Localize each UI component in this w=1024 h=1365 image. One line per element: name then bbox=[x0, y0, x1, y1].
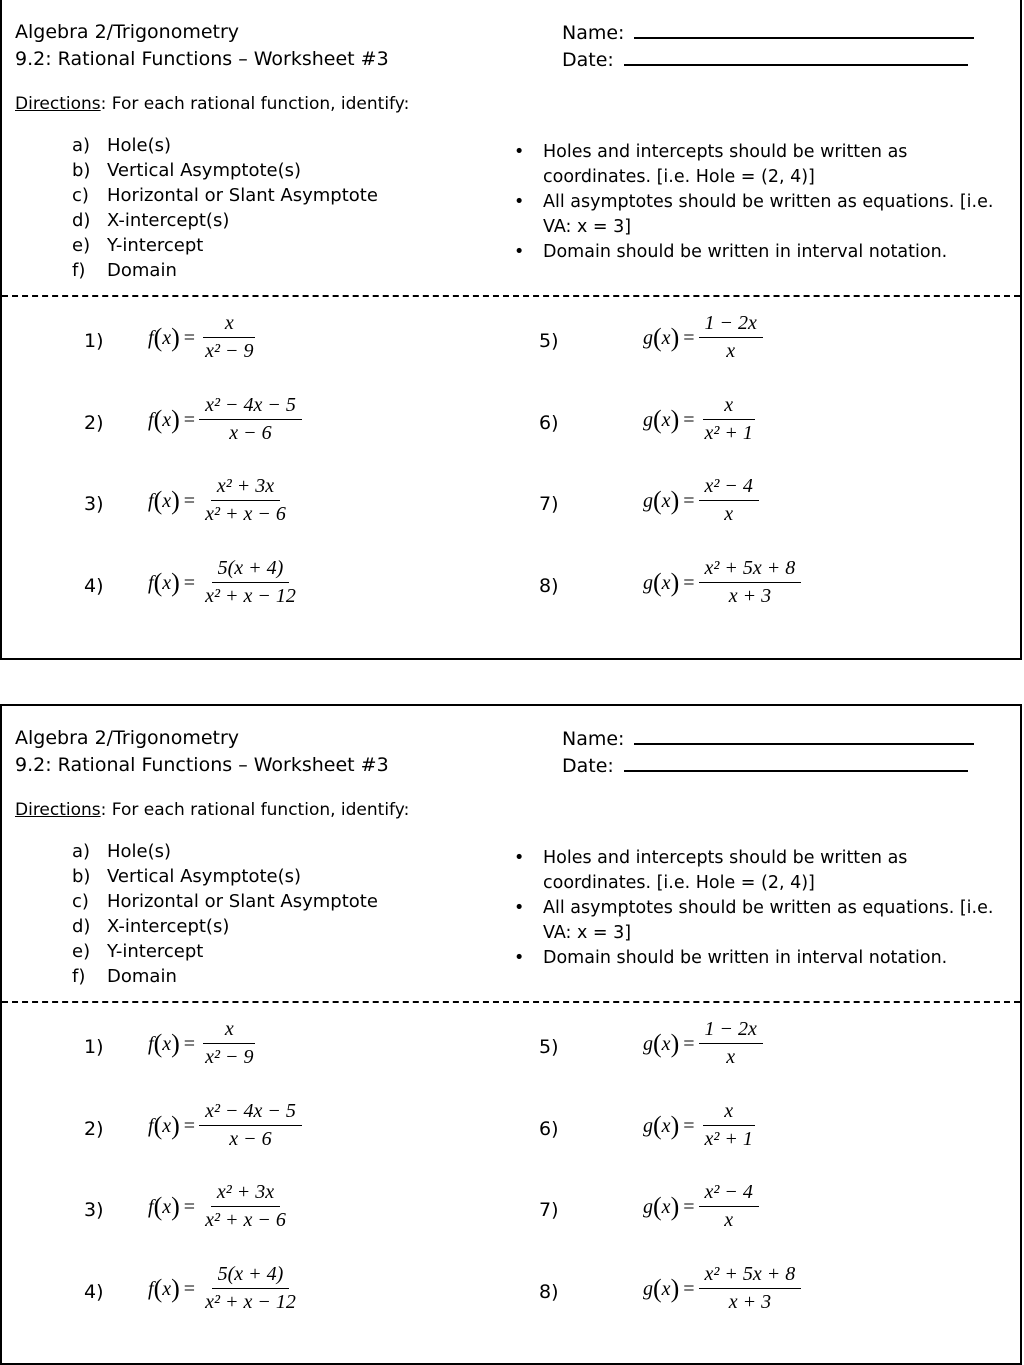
problem-number: 8) bbox=[539, 575, 559, 597]
function-letter: f bbox=[148, 1114, 154, 1137]
list-item bbox=[72, 133, 378, 158]
numerator: x² − 4 bbox=[699, 1181, 759, 1207]
item-letter: d) bbox=[72, 210, 91, 231]
function-variable: x bbox=[162, 1277, 172, 1300]
fraction bbox=[699, 475, 759, 526]
function-variable: x bbox=[661, 1195, 671, 1218]
function-name: f(x) = bbox=[148, 567, 196, 597]
problem-number: 4) bbox=[84, 1281, 104, 1303]
function-variable: x bbox=[162, 571, 172, 594]
worksheet-title: 9.2: Rational Functions – Worksheet #3 bbox=[15, 754, 389, 776]
rational-function bbox=[148, 394, 302, 445]
item-text: Hole(s) bbox=[107, 135, 172, 156]
item-text: Horizontal or Slant Asymptote bbox=[107, 185, 378, 206]
numerator: 5(x + 4) bbox=[212, 1263, 290, 1289]
list-item bbox=[72, 889, 378, 914]
rational-function bbox=[148, 1100, 302, 1151]
list-item bbox=[72, 158, 378, 183]
date-field bbox=[562, 46, 968, 74]
fraction bbox=[699, 1100, 759, 1151]
function-name: f(x) = bbox=[148, 1191, 196, 1221]
rational-function bbox=[643, 1018, 763, 1069]
fraction bbox=[199, 1263, 302, 1314]
denominator: x + 3 bbox=[728, 1291, 772, 1313]
item-text: X-intercept(s) bbox=[107, 916, 230, 937]
denominator: x² + 1 bbox=[704, 422, 753, 444]
item-text: X-intercept(s) bbox=[107, 210, 230, 231]
numerator: x bbox=[703, 394, 755, 420]
numerator: x² − 4 bbox=[699, 475, 759, 501]
numerator: 1 − 2x bbox=[699, 312, 763, 338]
rational-function bbox=[643, 557, 801, 608]
function-variable: x bbox=[661, 1114, 671, 1137]
rational-function bbox=[643, 1263, 801, 1314]
fraction bbox=[699, 1018, 763, 1069]
function-letter: f bbox=[148, 1032, 154, 1055]
function-letter: f bbox=[148, 326, 154, 349]
function-variable: x bbox=[661, 326, 671, 349]
denominator: x bbox=[724, 1209, 734, 1231]
name-field bbox=[562, 19, 974, 47]
item-letter: c) bbox=[72, 891, 89, 912]
problem-number: 1) bbox=[84, 1036, 104, 1058]
function-name: g(x) = bbox=[643, 1191, 695, 1221]
item-letter: b) bbox=[72, 866, 91, 887]
function-letter: g bbox=[643, 1032, 653, 1055]
function-name: g(x) = bbox=[643, 404, 695, 434]
list-item bbox=[72, 839, 378, 864]
item-text: Domain bbox=[107, 260, 177, 281]
problem-number: 2) bbox=[84, 412, 104, 434]
name-blank-line bbox=[634, 19, 974, 39]
note-item: • Domain should be written in interval notation. bbox=[514, 946, 1004, 971]
denominator: x bbox=[724, 503, 734, 525]
numerator: x² + 3x bbox=[211, 1181, 280, 1207]
function-variable: x bbox=[162, 326, 172, 349]
item-text: Vertical Asymptote(s) bbox=[107, 160, 302, 181]
worksheet-title: 9.2: Rational Functions – Worksheet #3 bbox=[15, 48, 389, 70]
item-letter: f) bbox=[72, 260, 86, 281]
function-letter: f bbox=[148, 1277, 154, 1300]
dashed-divider bbox=[2, 295, 1020, 297]
denominator: x² + x − 12 bbox=[205, 585, 296, 607]
denominator: x² + x − 6 bbox=[205, 503, 286, 525]
directions bbox=[15, 797, 409, 823]
function-letter: f bbox=[148, 571, 154, 594]
list-item bbox=[72, 183, 378, 208]
numerator: x² + 5x + 8 bbox=[699, 557, 802, 583]
directions-label: Directions bbox=[15, 800, 101, 820]
date-label: Date: bbox=[562, 49, 614, 71]
fraction bbox=[199, 1100, 302, 1151]
item-text: Vertical Asymptote(s) bbox=[107, 866, 302, 887]
fraction bbox=[699, 394, 759, 445]
instruction-notes bbox=[514, 140, 1004, 265]
list-item bbox=[72, 964, 378, 989]
function-letter: f bbox=[148, 489, 154, 512]
function-letter: g bbox=[643, 1195, 653, 1218]
function-name: f(x) = bbox=[148, 322, 196, 352]
problem-number: 7) bbox=[539, 1199, 559, 1221]
rational-function bbox=[148, 312, 259, 363]
item-text: Hole(s) bbox=[107, 841, 172, 862]
identify-list bbox=[72, 839, 378, 989]
function-letter: g bbox=[643, 408, 653, 431]
rational-function bbox=[148, 475, 292, 526]
rational-function bbox=[643, 1100, 759, 1151]
rational-function bbox=[148, 1018, 259, 1069]
function-name: g(x) = bbox=[643, 1110, 695, 1140]
item-text: Y-intercept bbox=[107, 941, 204, 962]
problem-number: 1) bbox=[84, 330, 104, 352]
list-item bbox=[72, 914, 378, 939]
directions bbox=[15, 91, 409, 117]
denominator: x² + x − 6 bbox=[205, 1209, 286, 1231]
numerator: x bbox=[203, 1018, 255, 1044]
name-label: Name: bbox=[562, 22, 625, 44]
directions-label: Directions bbox=[15, 94, 101, 114]
fraction bbox=[199, 1181, 292, 1232]
item-letter: f) bbox=[72, 966, 86, 987]
rational-function bbox=[148, 557, 302, 608]
denominator: x − 6 bbox=[229, 1128, 272, 1150]
problem-number: 4) bbox=[84, 575, 104, 597]
problem-number: 3) bbox=[84, 493, 104, 515]
function-name: f(x) = bbox=[148, 1028, 196, 1058]
rational-function bbox=[148, 1181, 292, 1232]
numerator: 1 − 2x bbox=[699, 1018, 763, 1044]
instruction-notes bbox=[514, 846, 1004, 971]
note-item: • All asymptotes should be written as equations. [i.e. VA: x = 3] bbox=[514, 190, 1004, 240]
fraction bbox=[199, 475, 292, 526]
item-letter: c) bbox=[72, 185, 89, 206]
item-letter: a) bbox=[72, 841, 91, 862]
item-text: Domain bbox=[107, 966, 177, 987]
function-letter: g bbox=[643, 571, 653, 594]
fraction bbox=[699, 1263, 802, 1314]
numerator: x bbox=[203, 312, 255, 338]
date-label: Date: bbox=[562, 755, 614, 777]
fraction bbox=[699, 312, 763, 363]
fraction bbox=[699, 1181, 759, 1232]
denominator: x² − 9 bbox=[205, 1046, 254, 1068]
function-letter: g bbox=[643, 489, 653, 512]
function-variable: x bbox=[162, 489, 172, 512]
worksheet-copy-2 bbox=[0, 704, 1022, 1365]
fraction bbox=[199, 394, 302, 445]
numerator: x bbox=[703, 1100, 755, 1126]
function-variable: x bbox=[162, 1114, 172, 1137]
note-item: • All asymptotes should be written as equations. [i.e. VA: x = 3] bbox=[514, 896, 1004, 946]
fraction bbox=[199, 1018, 259, 1069]
function-variable: x bbox=[162, 408, 172, 431]
function-variable: x bbox=[661, 489, 671, 512]
numerator: x² − 4x − 5 bbox=[199, 1100, 302, 1126]
function-variable: x bbox=[162, 1032, 172, 1055]
course-title: Algebra 2/Trigonometry bbox=[15, 21, 240, 43]
item-letter: e) bbox=[72, 941, 91, 962]
function-name: g(x) = bbox=[643, 1273, 695, 1303]
denominator: x² − 9 bbox=[205, 340, 254, 362]
list-item bbox=[72, 208, 378, 233]
denominator: x² + x − 12 bbox=[205, 1291, 296, 1313]
problem-number: 2) bbox=[84, 1118, 104, 1140]
numerator: x² − 4x − 5 bbox=[199, 394, 302, 420]
function-variable: x bbox=[661, 408, 671, 431]
worksheet-copy-1 bbox=[0, 0, 1022, 660]
function-name: f(x) = bbox=[148, 404, 196, 434]
function-name: g(x) = bbox=[643, 485, 695, 515]
course-title: Algebra 2/Trigonometry bbox=[15, 727, 240, 749]
note-item: • Holes and intercepts should be written as coordinates. [i.e. Hole = (2, 4)] bbox=[514, 846, 1004, 896]
note-item: • Domain should be written in interval notation. bbox=[514, 240, 1004, 265]
problem-number: 6) bbox=[539, 1118, 559, 1140]
list-item bbox=[72, 864, 378, 889]
function-variable: x bbox=[661, 1032, 671, 1055]
fraction bbox=[199, 312, 259, 363]
name-field bbox=[562, 725, 974, 753]
function-variable: x bbox=[661, 571, 671, 594]
list-item bbox=[72, 233, 378, 258]
date-blank-line bbox=[624, 752, 968, 772]
function-name: g(x) = bbox=[643, 322, 695, 352]
denominator: x² + 1 bbox=[704, 1128, 753, 1150]
function-letter: g bbox=[643, 326, 653, 349]
numerator: 5(x + 4) bbox=[212, 557, 290, 583]
list-item bbox=[72, 258, 378, 283]
list-item bbox=[72, 939, 378, 964]
date-blank-line bbox=[624, 46, 968, 66]
rational-function bbox=[643, 1181, 759, 1232]
function-letter: f bbox=[148, 408, 154, 431]
directions-text: : For each rational function, identify: bbox=[100, 94, 410, 114]
item-text: Y-intercept bbox=[107, 235, 204, 256]
denominator: x bbox=[726, 1046, 736, 1068]
denominator: x + 3 bbox=[728, 585, 772, 607]
function-name: f(x) = bbox=[148, 1273, 196, 1303]
function-name: g(x) = bbox=[643, 1028, 695, 1058]
item-text: Horizontal or Slant Asymptote bbox=[107, 891, 378, 912]
problem-number: 7) bbox=[539, 493, 559, 515]
function-letter: g bbox=[643, 1114, 653, 1137]
problem-number: 8) bbox=[539, 1281, 559, 1303]
name-label: Name: bbox=[562, 728, 625, 750]
numerator: x² + 3x bbox=[211, 475, 280, 501]
rational-function bbox=[643, 475, 759, 526]
problem-number: 5) bbox=[539, 1036, 559, 1058]
problem-number: 3) bbox=[84, 1199, 104, 1221]
dashed-divider bbox=[2, 1001, 1020, 1003]
function-name: f(x) = bbox=[148, 485, 196, 515]
function-variable: x bbox=[661, 1277, 671, 1300]
numerator: x² + 5x + 8 bbox=[699, 1263, 802, 1289]
directions-text: : For each rational function, identify: bbox=[100, 800, 410, 820]
problem-number: 5) bbox=[539, 330, 559, 352]
denominator: x − 6 bbox=[229, 422, 272, 444]
function-name: g(x) = bbox=[643, 567, 695, 597]
item-letter: e) bbox=[72, 235, 91, 256]
function-letter: f bbox=[148, 1195, 154, 1218]
problem-number: 6) bbox=[539, 412, 559, 434]
rational-function bbox=[643, 394, 759, 445]
rational-function bbox=[643, 312, 763, 363]
function-letter: g bbox=[643, 1277, 653, 1300]
note-item: • Holes and intercepts should be written as coordinates. [i.e. Hole = (2, 4)] bbox=[514, 140, 1004, 190]
name-blank-line bbox=[634, 725, 974, 745]
identify-list bbox=[72, 133, 378, 283]
fraction bbox=[199, 557, 302, 608]
item-letter: a) bbox=[72, 135, 91, 156]
item-letter: d) bbox=[72, 916, 91, 937]
denominator: x bbox=[726, 340, 736, 362]
function-variable: x bbox=[162, 1195, 172, 1218]
date-field bbox=[562, 752, 968, 780]
function-name: f(x) = bbox=[148, 1110, 196, 1140]
rational-function bbox=[148, 1263, 302, 1314]
fraction bbox=[699, 557, 802, 608]
item-letter: b) bbox=[72, 160, 91, 181]
